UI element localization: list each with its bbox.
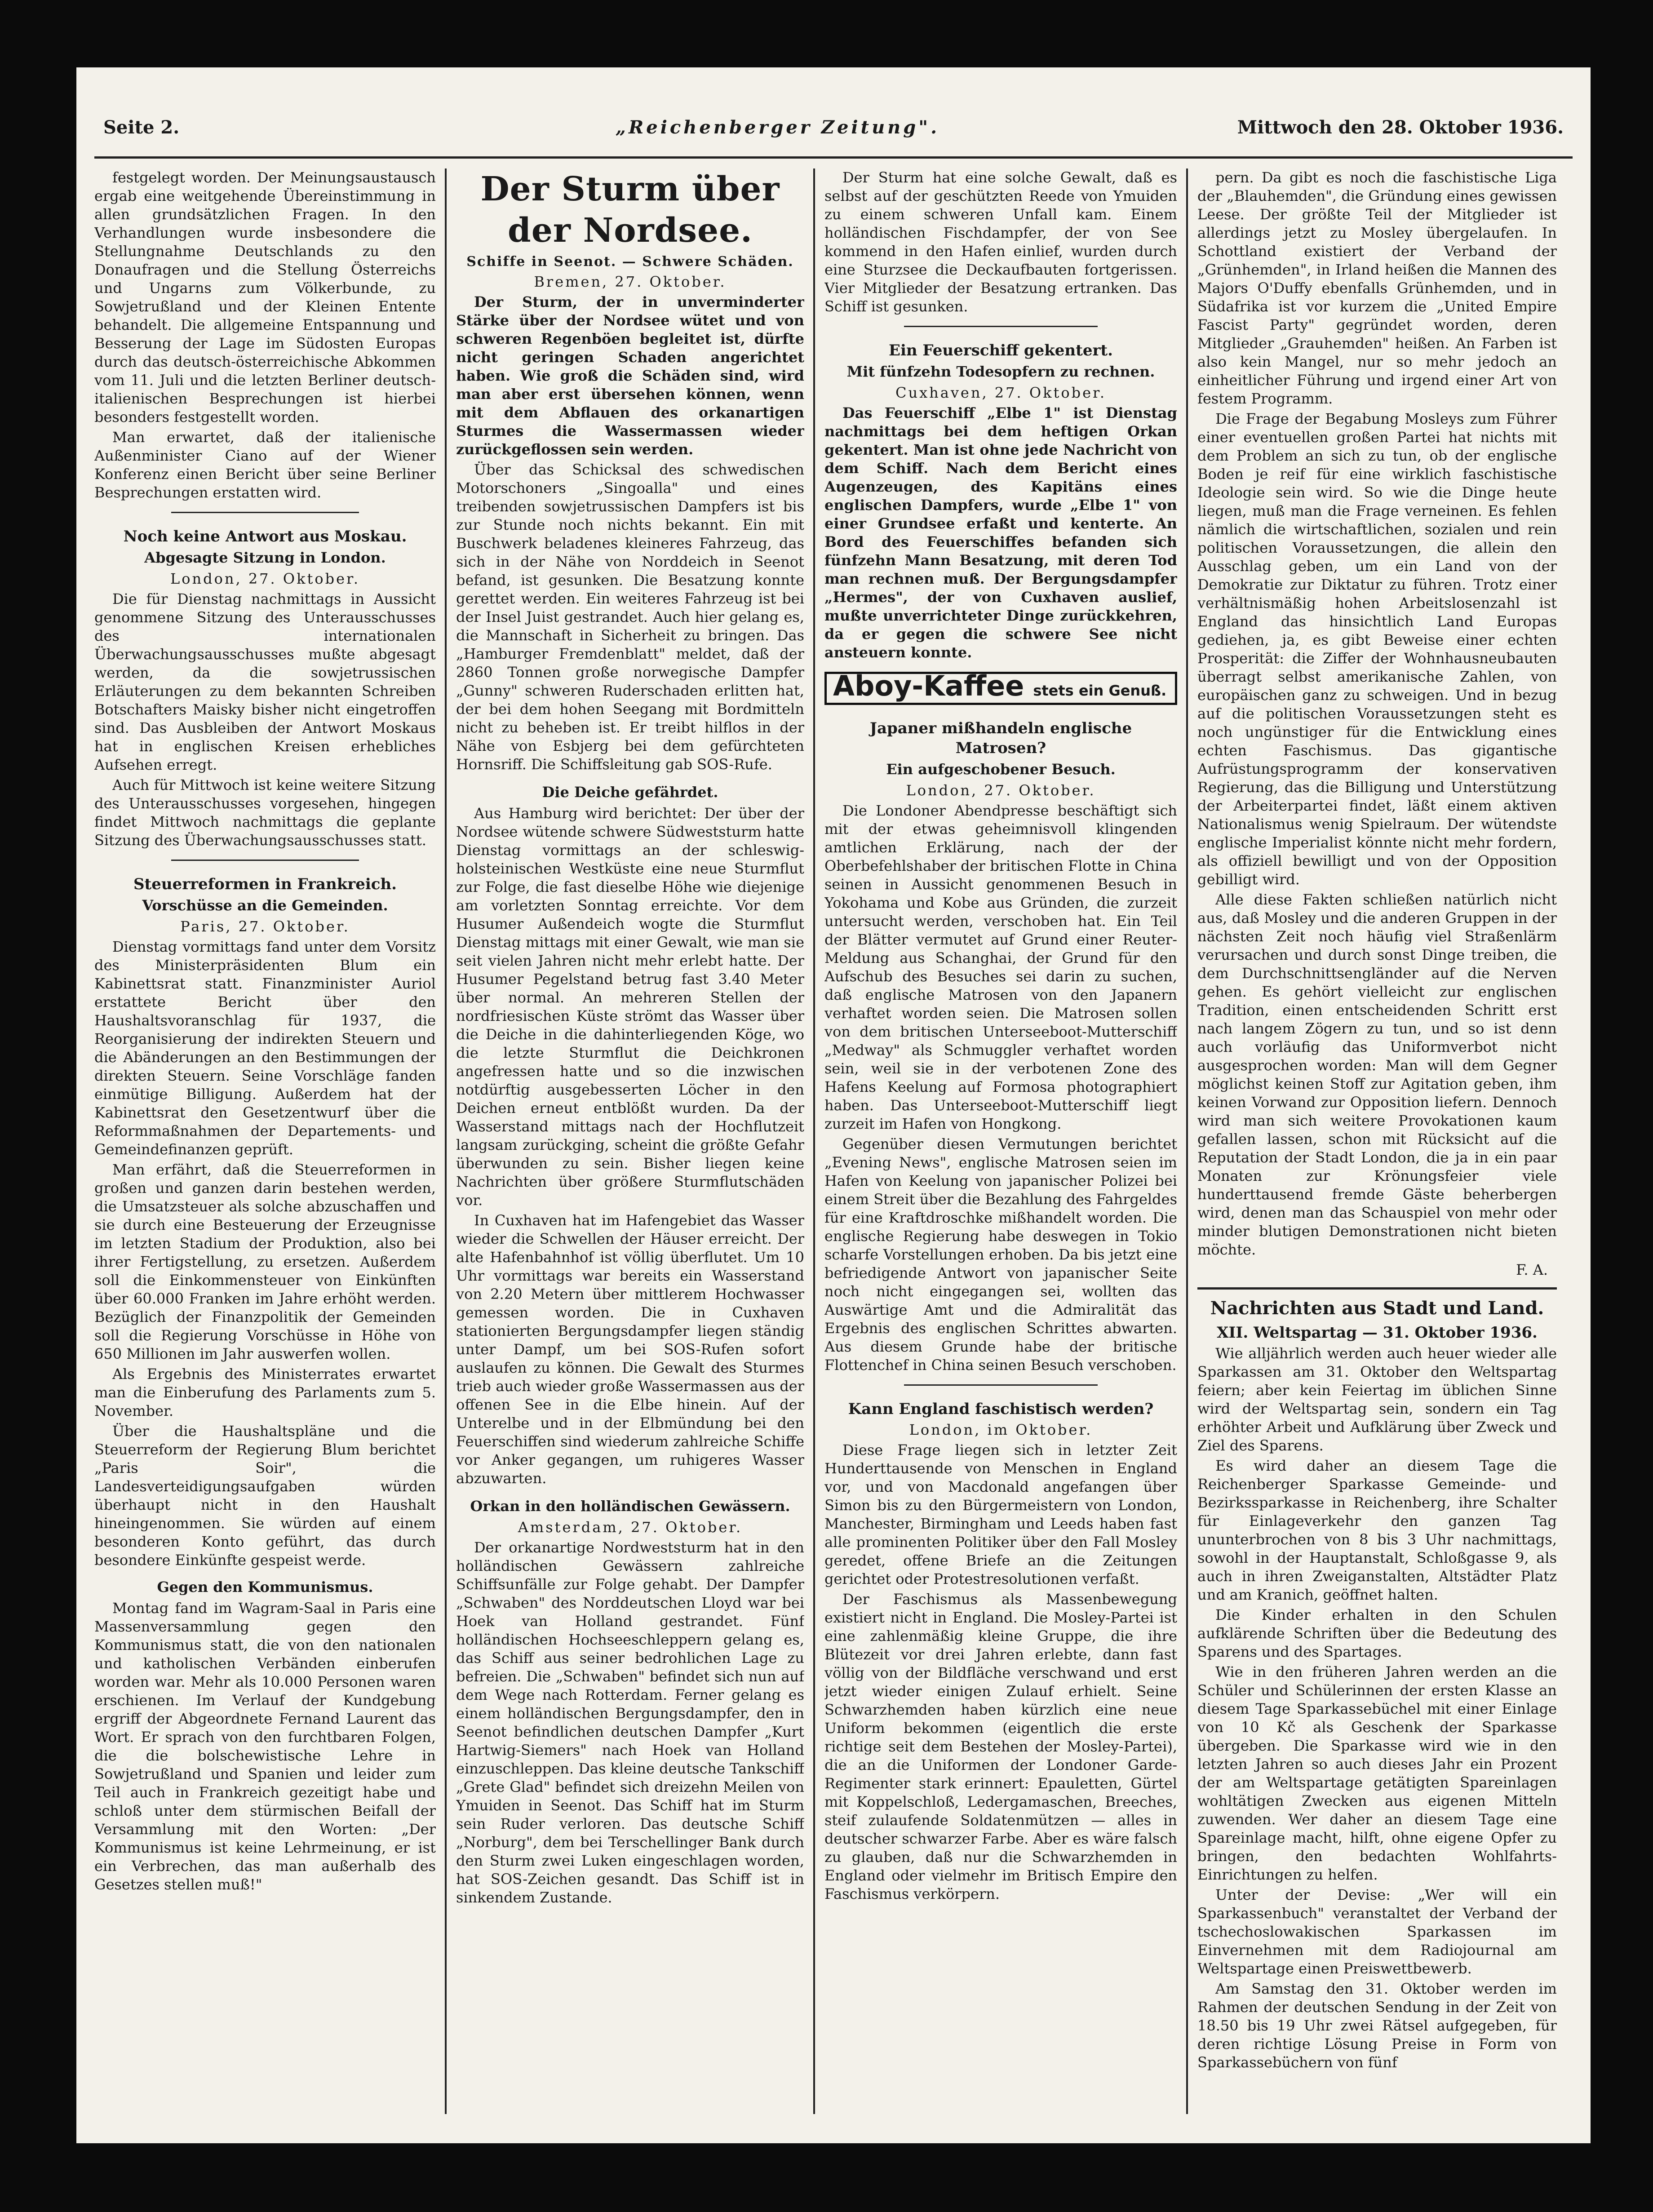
article-text: Über die Haushaltspläne und die Steuerreform der Regierung Blum berichtet „Paris Soir", die Landesverteidigungsaufgaben würden überhaupt nicht in den Haushalt hineingenommen. Sie würden auf einem besonderen Konto geführt, das durch besondere Einkünfte gespeist werde. [94,1423,436,1569]
column-rule [445,168,447,2114]
headline-feuerschiff: Ein Feuerschiff gekentert. [889,341,1113,359]
column-rule [1186,168,1188,2114]
article-text: Man erwartet, daß der italienische Außenminister Ciano auf der Wiener Konferenz einen Bericht über seine Berliner Besprechungen erstatten wird. [94,429,436,501]
ad-brand: Aboy-Kaffee [833,669,1024,702]
header-rule [94,156,1573,159]
subheadline: Mit fünfzehn Todesopfern zu rechnen. [846,363,1155,380]
article-text: Die für Dienstag nachmittags in Aussicht genommene Sitzung des Unterausschusses des internationalen Überwachungsausschusses mußte abgesagt werden, da die sowjetrussischen Erläuterungen zu dem bekannten Schreiben Botschafters Maisky bisher nicht eingetroffen sind. Das Ausbleiben der Antwort Moskaus hat in englischen Kreisen erhebliches Aufsehen erregt. [94,590,436,773]
article-text: Aus Hamburg wird berichtet: Der über der Nordsee wütende schwere Südweststurm hatte Dienstag vormittags an der schleswig-holsteinischen Westküste eine neue Sturmflut zur Folge, die fast dieselbe Höhe wie diejenige am vorletzten Sonntag erreichte. Vor dem Husumer Außendeich wogte die Sturmflut Dienstag mittags mit einer Gewalt, wie man sie seit vielen Jahren nicht mehr erlebt hatte. Der Husumer Pegelstand betrug fast 3.40 Meter über normal. An mehreren Stellen der nordfriesischen Küste strömt das Wasser über die Deiche in die dahinterliegenden Köge, wo die letzte Sturmflut die Deichkronen angefressen hatte und so die inzwischen notdürftig ausgebesserten Löcher in den Deichen erneut entblößt wurden. Da der Wasserstand mittags nach der Hochflutzeit langsam zurückging, scheint die größte Gefahr überwunden zu sein. Bisher liegen keine Nachrichten über größere Sturmflutschäden vor. [456,805,804,1209]
ad-slogan: stets ein Genuß. [1033,682,1167,699]
headline-weltspartag: XII. Weltspartag — 31. Oktober 1936. [1217,1324,1538,1342]
issue-date: Mittwoch den 28. Oktober 1936. [1237,117,1564,138]
article-text: Die Kinder erhalten in den Schulen aufklärende Schriften über die Bedeutung des Sparens und des Spartages. [1197,1606,1557,1660]
article-text: Unter der Devise: „Wer will ein Sparkassenbuch" veranstaltet der Verband der tschechoslowakischen Sparkassen im Einvernehmen mit dem Radiojournal am Weltspartage einen Preiswettbewerb. [1197,1886,1557,1977]
article-text: Der Faschismus als Massenbewegung existiert nicht in England. Die Mosley-Partei ist eine zahlenmäßig kleine Gruppe, die ihre Blütezeit vor drei Jahren erlebte, dann fast völlig von der Bildfläche verschwand und erst jetzt wieder einigen Zulauf erhielt. Seine Schwarzhemden haben kürzlich eine neue Uniform bekommen (eigentlich die erste richtige seit dem Bestehen der Mosley-Partei), die an die Uniformen der Londoner Garde-Regimenter stark erinnert: Epauletten, Gürtel mit Koppelschloß, Ledergamaschen, Breeches, steif zulaufende Soldatenmützen — alles in deutscher schwarzer Farbe. Aber es wäre falsch zu glauben, daß nur die Schwarzhemden in England oder vielmehr im Britisch Empire den Faschismus verkörpern. [824,1591,1177,1902]
separator [904,326,1098,327]
section-nachrichten: Nachrichten aus Stadt und Land. [1210,1298,1544,1319]
article-text: Am Samstag den 31. Oktober werden im Rahmen der deutschen Sendung in der Zeit von 18.50 bis 19 Uhr zwei Rätsel aufgegeben, für deren richtige Lösung Preise in Form von Sparkassebüchern von fünf [1197,1980,1557,2071]
article-text: Auch für Mittwoch ist keine weitere Sitzung des Unterausschusses vorgesehen, hingegen findet Mittwoch nachmittags die geplante Sitzung des Überwachungsausschusses statt. [94,776,436,849]
article-text: Wie in den früheren Jahren werden an die Schüler und Schülerinnen der ersten Klasse an diesem Tage Sparkassebüchel mit einer Einlage von 10 Kč als Geschenk der Sparkasse übergeben. Die Sparkasse wird wie in den letzten Jahren so auch dieses Jahr ein Prozent der am Weltspartage getätigten Spareinlagen wohltätigen Zwecken aus eigenen Mitteln zuwenden. Wer daher an diesem Tage eine Spareinlage macht, hilft, ohne eigene Opfer zu bringen, den bedachten Wohlfahrts-Einrichtungen zu helfen. [1197,1663,1557,1883]
headline-england: Kann England faschistisch werden? [848,1400,1154,1418]
article-text: Es wird daher an diesem Tage die Reichenberger Sparkasse Gemeinde- und Bezirkssparkasse in Reichenberg, ihre Schalter für Einlageverkehr den ganzen Tag ununterbrochen von 8 bis 3 Uhr nachmittags, sowohl in der Hauptanstalt, Schloßgasse 9, als auch in ihren Zweiganstalten, Altstädter Platz und am Kranich, geöffnet halten. [1197,1457,1557,1603]
section-heading: Gegen den Kommunismus. [157,1578,373,1596]
article-text: Man erfährt, daß die Steuerreformen in großen und ganzen darin bestehen werden, die Umsatzsteuer als solche abzuschaffen und sie durch eine Besteuerung der Erzeugnisse im letzten Stadium der Produktion, also bei ihrer Fertigstellung, zu ersetzen. Außerdem soll die Einkommensteuer von Einkünften über 60.000 Franken im Jahre erhöht werden. Bezüglich der Finanzpolitik der Gemeinden soll die Regierung Vorschüsse in Höhe von 650 Millionen im Jahr auswerfen wollen. [94,1161,436,1362]
column-rule [813,168,815,2114]
article-text: Der orkanartige Nordweststurm hat in den holländischen Gewässern zahlreiche Schiffsunfälle zur Folge gehabt. Der Dampfer „Schwaben" des Norddeutschen Lloyd war bei Hoek van Holland gestrandet. Fünf holländischen Hochseeschleppern gelang es, das Schiff aus seiner bedrohlichen Lage zu befreien. Die „Schwaben" befindet sich nun auf dem Wege nach Rotterdam. Ferner gelang es einem holländischen Bergungsdampfer, den in Seenot befindlichen deutschen Dampfer „Kurt Hartwig-Siemers" nach Hoek van Holland einzuschleppen. Das kleine deutsche Tankschiff „Grete Glad" befindet sich dreizehn Meilen von Ymuiden in Seenot. Das Schiff hat im Sturm sein Ruder verloren. Das deutsche Schiff „Norburg", dem bei Terschellinger Bank durch den Sturm zwei Luken eingeschlagen worden, hat SOS-Zeichen gesandt. Das Schiff ist in sinkendem Zustande. [456,1539,804,1906]
article-text: In Cuxhaven hat im Hafengebiet das Wasser wieder die Schwellen der Häuser erreicht. Der alte Hafenbahnhof ist völlig überflutet. Um 10 Uhr vormittags war bereits ein Wasserstand von 2.20 Metern über mittlerem Hochwasser gemessen worden. Die in Cuxhaven stationierten Bergungsdampfer liegen ständig unter Dampf, um bei SOS-Rufen sofort auslaufen zu können. Die Gewalt des Sturmes trieb auch wieder große Wassermassen aus der offenen See in die Elbe hinein. Auf der Unterelbe und in der Elbmündung bei den Feuerschiffen sind wiederum zahlreiche Schiffe vor Anker gegangen, um ruhigeres Wasser abzuwarten. [456,1212,804,1487]
article-text: Über das Schicksal des schwedischen Motorschoners „Singoalla" und eines treibenden sowjetrussischen Dampfers ist bis zur Stunde noch nichts bekannt. Ein mit Buschwerk beladenes kleineres Fahrzeug, das sich in der Nähe von Norddeich in Seenot befand, ist gesunken. Die Besatzung konnte gerettet werden. Ein weiteres Fahrzeug ist bei der Insel Juist gestrandet. Auch hier gelang es, die Mannschaft in Sicherheit zu bringen. Das „Hamburger Fremdenblatt" meldet, daß der 2860 Tonnen große norwegische Dampfer „Gunny" schweren Ruderschaden erlitten hat, der bei dem hohen Seegang mit Bordmitteln nicht zu beheben ist. Er treibt hilflos in der Nähe von Esbjerg bei dem gefürchteten Hornsriff. Die Schiffsleitung gab SOS-Rufe. [456,461,804,773]
newspaper-name: „Reichenberger Zeitung". [616,117,940,138]
subheadline: Vorschüsse an die Gemeinden. [142,897,388,914]
dateline: Cuxhaven, 27. Oktober. [895,384,1106,401]
column-1 [94,168,436,2119]
dateline: London, 27. Oktober. [170,570,360,587]
article-text: Alle diese Fakten schließen natürlich nicht aus, daß Mosley und die anderen Gruppen in der nächsten Zeit noch häufig viel Straßenlärm verursachen und durch sonst Dinge treiben, die dem Durchschnittsengländer auf die Nerven gehen. Es gehört vielleicht zur englischen Tradition, einen entscheidenden Schritt erst nach langem Zögern zu tun, und so ist denn auch vorläufig das Uniformverbot nicht ausgesprochen worden: Man will dem Gegner möglichst keinen Stoff zur Agitation geben, ihm keinen Vorwand zur Opposition liefern. Dennoch wird man sich weitere Provokationen kaum gefallen lassen, schon mit Rücksicht auf die Reputation der Stadt London, die ja in ein paar Monaten zur Krönungsfeier viele hunderttausend fremde Gäste beherbergen wird, denen man das Schauspiel von mehr oder minder blutigen Demonstrationen nicht bieten möchte. [1197,891,1557,1258]
article-text: Die Londoner Abendpresse beschäftigt sich mit der etwas geheimnisvoll klingenden amtlichen Erklärung, nach der der Oberbefehlshaber der britischen Flotte in China seinen in Aussicht genommenen Besuch in Yokohama und Kobe aus Gründen, die zurzeit untersucht werden, verschoben hat. Ein Teil der Blätter vermutet auf Grund einer Reuter-Meldung aus Schanghai, der Grund für den Aufschub des Besuches sei darin zu suchen, daß englische Matrosen von den Japanern verhaftet worden seien. Die Matrosen sollen von dem britischen Unterseeboot-Mutterschiff „Medway" als Schmuggler verhaftet worden sein, weil sie in der verbotenen Zone des Hafens Keelung auf Formosa photographiert haben. Das Unterseeboot-Mutterschiff liegt zurzeit im Hafen von Hongkong. [824,802,1177,1132]
article-text: Die Frage der Begabung Mosleys zum Führer einer eventuellen großen Partei hat nichts mit dem Problem an sich zu tun, ob der englische Boden je reif für eine wirklich faschistische Ideologie sein wird. So wie die Dinge heute liegen, muß man die Frage verneinen. Es fehlen nämlich die wirtschaftlichen, sozialen und rein politischen Voraussetzungen, die allein den Ausschlag geben, um ein Land von der Demokratie zur Diktatur zu führen. Trotz einer verhältnismäßig hohen Arbeitslosenzahl ist England das hinsichtlich Land Europas gediehen, ja, es gibt Beweise einer echten Prosperität: die Ziffer der Wohnhausneubauten überragt selbst amerikanische Zahlen, von europäischen ganz zu schweigen. Und in bezug auf die politischen Voraussetzungen steht es noch ungünstiger für die Entwicklung eines echten Faschismus. Das gigantische Aufrüstungsprogramm der konservativen Regierung, das die Billigung und Unterstützung der Arbeiterpartei findet, läßt einem aktiven Nationalismus wenig Spielraum. Der wütendste englische Imperialist könnte nicht mehr fordern, als offiziell bewilligt und von der Opposition gebilligt wird. [1197,410,1557,888]
main-headline: Der Sturm über der Nordsee. [480,170,780,250]
author-signature: F. A. [1516,1261,1548,1278]
article-text: Der Sturm hat eine solche Gewalt, daß es selbst auf der geschützten Reede von Ymuiden zu einem schweren Unfall kam. Einem holländischen Fischdampfer, der von See kommend in den Hafen einlief, wurden durch eine Sturzsee die Deckaufbauten fortgerissen. Vier Mitglieder der Besatzung ertranken. Das Schiff ist gesunken. [824,169,1177,315]
section-heading: Die Deiche gefährdet. [542,784,718,801]
headline-moskau: Noch keine Antwort aus Moskau. [123,528,407,545]
article-text: Wie alljährlich werden auch heuer wieder alle Sparkassen am 31. Oktober den Weltspartag feiern; aber kein Feiertag im üblichen Sinne wird der Weltspartag sein, sondern ein Tag erhöhter Arbeit und Aufklärung über Zweck und Ziel des Sparens. [1197,1345,1557,1454]
dateline: Paris, 27. Oktober. [180,918,350,935]
separator [904,1384,1098,1386]
article-text: Gegenüber diesen Vermutungen berichtet „Evening News", englische Matrosen seien im Hafen von Keelung von japanischer Polizei bei einem Streit über die Bezahlung des Fahrgeldes für eine Kraftdroschke mißhandelt worden. Die englische Regierung habe deswegen in Tokio scharfe Vorstellungen erhoben. Da bis jetzt eine befriedigende Antwort von japanischer Seite noch nicht eingegangen sei, wollten das Auswärtige Amt und die Admiralität das Ergebnis des englischen Schrittes abwarten. Aus diesem Grunde habe der britische Flottenchef in China seinen Besuch verschoben. [824,1135,1177,1374]
headline-japan: Japaner mißhandeln englische Matrosen? [869,719,1132,757]
article-text: pern. Da gibt es noch die faschistische Liga der „Blauhemden", die Gründung eines gewissen Leese. Der größte Teil der Mitglieder ist allerdings jetzt zu Mosley übergelaufen. In Schottland existiert der Verband der „Grünhemden", in Irland heißen die Mannen des Majors O'Duffy ebenfalls Grünhemden, und in Südafrika ist vor kurzem die „United Empire Fascist Party" gegründet worden, deren Mitglieder „Grauhemden" heißen. An Farben ist also kein Mangel, nur so mehr jedoch an einheitlicher Führung und irgend einer Art von festem Programm. [1197,169,1557,407]
article-text: festgelegt worden. Der Meinungsaustausch ergab eine weitgehende Übereinstimmung in allen grundsätzlichen Fragen. In den Verhandlungen wurde insbesondere die Stellungnahme Deutschlands zu den Donaufragen und die Stellung Österreichs und Ungarns zum Völkerbunde, zu Sowjetrußland und der Kleinen Entente behandelt. Die allgemeine Entspannung und Besserung der Lage im Südosten Europas durch das deutsch-österreichische Abkommen vom 11. Juli und die letzten Berliner deutsch-italienischen Besprechungen ist hierbei besonders festgestellt worden. [94,169,436,426]
coffee-advertisement [824,669,1177,705]
article-text: Das Feuerschiff „Elbe 1" ist Dienstag nachmittags bei dem heftigen Orkan gekentert. Man ist ohne jede Nachricht von dem Schiff. Nach dem Bericht eines Augenzeugen, des Kapitäns eines englischen Dampfers, wurde „Elbe 1" von einer Grundsee erfaßt und kenterte. An Bord des Feuerschiffes befanden sich fünfzehn Mann Besatzung, mit deren Tod man rechnen muß. Der Bergungsdampfer „Hermes", der von Cuxhaven auslief, mußte unverrichteter Dinge zurückkehren, da er gegen die schwere See nicht ansteuern konnte. [824,404,1177,661]
dateline: London, 27. Oktober. [906,782,1096,799]
dateline: Bremen, 27. Oktober. [534,273,727,290]
main-subheadline: Schiffe in Seenot. — Schwere Schäden. [466,254,794,270]
section-heading: Orkan in den holländischen Gewässern. [470,1498,790,1515]
column-4 [1197,168,1557,2119]
article-text: Der Sturm, der in unverminderter Stärke über der Nordsee wütet und von schweren Regenböen begleitet ist, dürfte nicht geringen Schaden angerichtet haben. Wie groß die Schäden sind, wird man aber erst übersehen können, wenn mit dem Abflauen des orkanartigen Sturmes die Wassermassen wieder zurückgeflossen sein werden. [456,293,804,458]
subheadline: Ein aufgeschobener Besuch. [886,761,1116,778]
separator [171,860,359,861]
article-text: Als Ergebnis des Ministerrates erwartet man die Einberufung des Parlaments zum 5. November. [94,1365,436,1419]
subheadline: Abgesagte Sitzung in London. [144,549,386,566]
newspaper-page [76,67,1591,2143]
dateline: London, im Oktober. [909,1421,1093,1438]
separator [171,512,359,513]
article-text: Montag fand im Wagram-Saal in Paris eine Massenversammlung gegen den Kommunismus statt, die von den nationalen und katholischen Verbänden einberufen worden war. Mehr als 10.000 Personen waren erschienen. Im Verlauf der Kundgebung ergriff der Abgeordnete Fernand Laurent das Wort. Er sprach von den furchtbaren Folgen, die die bolschewistische Lehre in Sowjetrußland und Spanien und leider zum Teil auch in Frankreich gezeitigt habe und schloß unter dem stürmischen Beifall der Versammlung mit den Worten: „Der Kommunismus ist keine Lehrmeinung, er ist ein Verbrechen, das man außerhalb des Gesetzes stellen muß!" [94,1600,436,1893]
page-number: Seite 2. [103,117,180,138]
column-3 [824,168,1177,2119]
column-2 [456,168,804,2119]
article-text: Diese Frage liegen sich in letzter Zeit Hunderttausende von Menschen in England vor, und von Macdonald angefangen über Simon bis zu den Bürgermeistern von London, Manchester, Birmingham und Leeds haben fast alle prominenten Politiker über den Fall Mosley geredet, offene Briefe an die Zeitungen gerichtet oder Protestresolutionen verfaßt. [824,1441,1177,1587]
dateline: Amsterdam, 27. Oktober. [518,1519,743,1536]
section-rule [1197,1287,1557,1290]
article-text: Dienstag vormittags fand unter dem Vorsitz des Ministerpräsidenten Blum ein Kabinettsrat statt. Finanzminister Auriol erstattete Bericht über den Haushaltsvoranschlag für 1937, die Reorganisierung der indirekten Steuern und die Abänderungen an den Bestimmungen der direkten Steuern. Seine Vorschläge fanden einmütige Billigung. Außerdem hat der Kabinettsrat den Gesetzentwurf über die Reformmaßnahmen der Departements- und Gemeindefinanzen geprüft. [94,938,436,1158]
headline-frankreich: Steuerreformen in Frankreich. [133,875,397,893]
